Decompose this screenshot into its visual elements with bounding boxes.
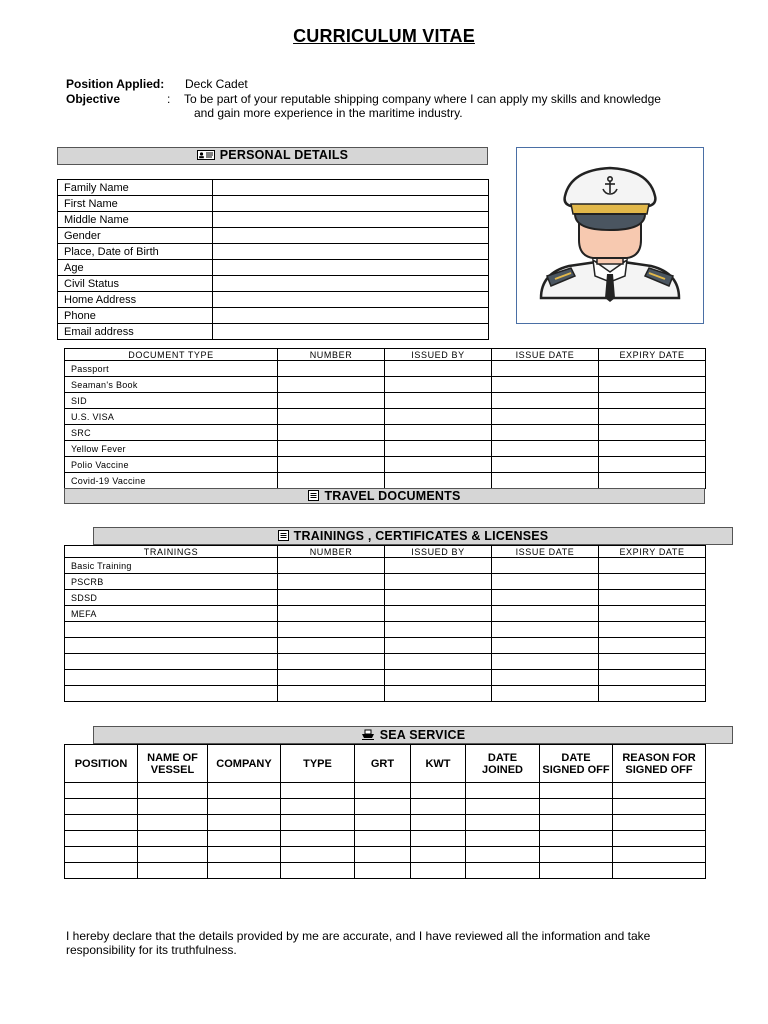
sea-service-row — [65, 831, 706, 847]
sea-service-row — [65, 863, 706, 879]
personal-field-label: Family Name — [58, 180, 213, 196]
training-cell[interactable] — [599, 606, 706, 622]
sea-service-row — [65, 815, 706, 831]
sea-service-cell[interactable] — [65, 831, 138, 847]
training-row-label — [65, 654, 278, 670]
travel-doc-cell[interactable] — [492, 361, 599, 377]
travel-documents-banner — [64, 488, 705, 504]
objective-label: Objective — [66, 92, 121, 106]
travel-doc-cell[interactable] — [385, 425, 492, 441]
personal-row — [58, 260, 489, 276]
personal-row — [58, 292, 489, 308]
personal-field-value[interactable] — [213, 260, 489, 276]
sea-service-table — [64, 744, 706, 879]
training-row-label: MEFA — [65, 606, 278, 622]
sea-service-cell[interactable] — [540, 847, 613, 863]
travel-doc-cell[interactable] — [492, 425, 599, 441]
travel-doc-row — [65, 425, 706, 441]
travel-doc-cell[interactable] — [599, 361, 706, 377]
travel-doc-cell[interactable] — [492, 377, 599, 393]
sea-service-cell[interactable] — [411, 799, 466, 815]
sea-service-cell[interactable] — [208, 799, 281, 815]
travel-documents-table — [64, 348, 706, 489]
travel-doc-cell[interactable] — [278, 425, 385, 441]
sea-service-row — [65, 783, 706, 799]
personal-field-value[interactable] — [213, 228, 489, 244]
training-cell[interactable] — [599, 558, 706, 574]
travel-doc-row — [65, 377, 706, 393]
sea-service-cell[interactable] — [355, 831, 411, 847]
objective-colon: : — [167, 92, 171, 106]
sea-service-row — [65, 847, 706, 863]
sea-service-cell[interactable] — [208, 831, 281, 847]
sea-service-column-header: KWT — [411, 745, 466, 783]
training-cell[interactable] — [599, 590, 706, 606]
training-cell[interactable] — [385, 670, 492, 686]
sea-service-column-header: DATE JOINED — [466, 745, 540, 783]
travel-doc-cell[interactable] — [385, 361, 492, 377]
personal-field-label: Home Address — [58, 292, 213, 308]
training-cell[interactable] — [385, 590, 492, 606]
training-row — [65, 654, 706, 670]
sea-service-cell[interactable] — [466, 799, 540, 815]
personal-details-heading: PERSONAL DETAILS — [219, 148, 349, 162]
personal-details-banner — [57, 147, 488, 165]
training-row-label: Basic Training — [65, 558, 278, 574]
sea-service-cell[interactable] — [281, 863, 355, 879]
travel-doc-cell[interactable] — [492, 393, 599, 409]
personal-field-value[interactable] — [213, 244, 489, 260]
training-row — [65, 574, 706, 590]
travel-doc-cell[interactable] — [278, 377, 385, 393]
training-cell[interactable] — [278, 558, 385, 574]
personal-field-label: Phone — [58, 308, 213, 324]
travel-doc-row-label: Polio Vaccine — [65, 457, 278, 473]
sea-service-cell[interactable] — [281, 847, 355, 863]
personal-field-value[interactable] — [213, 308, 489, 324]
sea-service-cell[interactable] — [65, 815, 138, 831]
training-cell[interactable] — [385, 558, 492, 574]
training-cell[interactable] — [492, 670, 599, 686]
training-row-label: SDSD — [65, 590, 278, 606]
personal-field-value[interactable] — [213, 180, 489, 196]
sea-service-cell[interactable] — [208, 783, 281, 799]
travel-doc-column-header: DOCUMENT TYPE — [65, 349, 278, 361]
sea-service-column-header: DATE SIGNED OFF — [540, 745, 613, 783]
travel-doc-cell[interactable] — [599, 377, 706, 393]
ship-captain-avatar-icon — [517, 148, 703, 323]
personal-field-label: First Name — [58, 196, 213, 212]
personal-row — [58, 324, 489, 340]
training-column-header: NUMBER — [278, 546, 385, 558]
training-cell[interactable] — [492, 574, 599, 590]
sea-service-row — [65, 799, 706, 815]
sea-service-cell[interactable] — [355, 847, 411, 863]
training-cell[interactable] — [385, 574, 492, 590]
training-cell[interactable] — [385, 654, 492, 670]
declaration-text: I hereby declare that the details provided by me are accurate, and I have reviewed all the information and take responsibility for its truthfulness. — [66, 929, 651, 957]
sea-service-cell[interactable] — [138, 831, 208, 847]
sea-service-cell[interactable] — [65, 799, 138, 815]
travel-doc-cell[interactable] — [385, 377, 492, 393]
travel-doc-row-label: Covid-19 Vaccine — [65, 473, 278, 489]
travel-documents-heading: TRAVEL DOCUMENTS — [324, 489, 461, 503]
travel-doc-cell[interactable] — [599, 473, 706, 489]
training-cell[interactable] — [385, 638, 492, 654]
travel-doc-cell[interactable] — [492, 457, 599, 473]
travel-doc-cell[interactable] — [599, 409, 706, 425]
travel-doc-row-label: Seaman's Book — [65, 377, 278, 393]
sea-service-cell[interactable] — [65, 783, 138, 799]
ship-icon — [361, 728, 375, 744]
travel-doc-cell[interactable] — [492, 409, 599, 425]
travel-doc-cell[interactable] — [599, 457, 706, 473]
personal-row — [58, 308, 489, 324]
travel-doc-column-header: NUMBER — [278, 349, 385, 361]
travel-doc-row-label: SRC — [65, 425, 278, 441]
training-cell[interactable] — [599, 670, 706, 686]
training-cell[interactable] — [385, 622, 492, 638]
document-icon — [278, 529, 289, 545]
sea-service-cell[interactable] — [355, 815, 411, 831]
sea-service-cell[interactable] — [613, 815, 706, 831]
personal-field-value[interactable] — [213, 276, 489, 292]
training-cell[interactable] — [278, 686, 385, 702]
document-icon — [308, 490, 319, 504]
sea-service-cell[interactable] — [411, 847, 466, 863]
trainings-table — [64, 545, 706, 702]
sea-service-cell[interactable] — [411, 783, 466, 799]
training-cell[interactable] — [385, 686, 492, 702]
personal-field-label: Email address — [58, 324, 213, 340]
training-cell[interactable] — [599, 686, 706, 702]
sea-service-cell[interactable] — [65, 847, 138, 863]
trainings-heading: TRAININGS , CERTIFICATES & LICENSES — [293, 529, 549, 543]
sea-service-cell[interactable] — [208, 815, 281, 831]
travel-doc-cell[interactable] — [385, 441, 492, 457]
personal-field-label: Age — [58, 260, 213, 276]
sea-service-cell[interactable] — [540, 799, 613, 815]
training-cell[interactable] — [278, 622, 385, 638]
sea-service-cell[interactable] — [466, 815, 540, 831]
sea-service-cell[interactable] — [466, 783, 540, 799]
training-column-header: ISSUE DATE — [492, 546, 599, 558]
travel-doc-cell[interactable] — [492, 473, 599, 489]
sea-service-cell[interactable] — [281, 783, 355, 799]
sea-service-column-header: GRT — [355, 745, 411, 783]
travel-doc-row — [65, 393, 706, 409]
personal-field-value[interactable] — [213, 292, 489, 308]
training-column-header: EXPIRY DATE — [599, 546, 706, 558]
travel-doc-row-label: Yellow Fever — [65, 441, 278, 457]
training-row — [65, 622, 706, 638]
page-title: CURRICULUM VITAE — [293, 26, 475, 46]
training-cell[interactable] — [492, 606, 599, 622]
travel-doc-cell[interactable] — [599, 441, 706, 457]
sea-service-column-header: REASON FOR SIGNED OFF — [613, 745, 706, 783]
travel-doc-cell[interactable] — [492, 441, 599, 457]
travel-doc-row — [65, 473, 706, 489]
training-cell[interactable] — [492, 622, 599, 638]
sea-service-cell[interactable] — [466, 863, 540, 879]
sea-service-column-header: TYPE — [281, 745, 355, 783]
training-cell[interactable] — [599, 622, 706, 638]
sea-service-cell[interactable] — [540, 863, 613, 879]
training-column-header: TRAININGS — [65, 546, 278, 558]
training-row-label — [65, 638, 278, 654]
training-cell[interactable] — [492, 638, 599, 654]
sea-service-cell[interactable] — [208, 847, 281, 863]
sea-service-cell[interactable] — [138, 863, 208, 879]
photo-frame — [516, 147, 704, 324]
travel-doc-cell[interactable] — [278, 393, 385, 409]
travel-doc-cell[interactable] — [599, 425, 706, 441]
sea-service-column-header: POSITION — [65, 745, 138, 783]
sea-service-cell[interactable] — [411, 815, 466, 831]
personal-row — [58, 228, 489, 244]
training-row-label: PSCRB — [65, 574, 278, 590]
travel-doc-row — [65, 441, 706, 457]
sea-service-cell[interactable] — [355, 783, 411, 799]
sea-service-heading: SEA SERVICE — [379, 728, 466, 742]
sea-service-cell[interactable] — [540, 831, 613, 847]
sea-service-banner — [93, 726, 733, 744]
id-card-icon — [197, 149, 215, 163]
position-applied-row — [66, 77, 164, 91]
training-row-label — [65, 686, 278, 702]
training-cell[interactable] — [492, 558, 599, 574]
travel-doc-cell[interactable] — [278, 409, 385, 425]
sea-service-cell[interactable] — [138, 847, 208, 863]
travel-doc-cell[interactable] — [385, 409, 492, 425]
sea-service-cell[interactable] — [65, 863, 138, 879]
objective-line-2: and gain more experience in the maritime industry. — [194, 106, 463, 120]
sea-service-cell[interactable] — [281, 831, 355, 847]
sea-service-cell[interactable] — [411, 831, 466, 847]
training-cell[interactable] — [492, 686, 599, 702]
sea-service-cell[interactable] — [613, 847, 706, 863]
travel-doc-column-header: EXPIRY DATE — [599, 349, 706, 361]
sea-service-cell[interactable] — [466, 847, 540, 863]
training-cell[interactable] — [278, 670, 385, 686]
travel-doc-cell[interactable] — [385, 457, 492, 473]
travel-doc-cell[interactable] — [385, 393, 492, 409]
training-cell[interactable] — [599, 574, 706, 590]
travel-doc-cell[interactable] — [278, 457, 385, 473]
sea-service-cell[interactable] — [613, 799, 706, 815]
travel-doc-column-header: ISSUED BY — [385, 349, 492, 361]
training-cell[interactable] — [278, 574, 385, 590]
sea-service-cell[interactable] — [540, 783, 613, 799]
training-row — [65, 606, 706, 622]
sea-service-cell[interactable] — [138, 783, 208, 799]
travel-doc-column-header: ISSUE DATE — [492, 349, 599, 361]
personal-field-label: Civil Status — [58, 276, 213, 292]
training-cell[interactable] — [599, 654, 706, 670]
sea-service-cell[interactable] — [411, 863, 466, 879]
sea-service-cell[interactable] — [208, 863, 281, 879]
sea-service-cell[interactable] — [540, 815, 613, 831]
travel-doc-row-label: U.S. VISA — [65, 409, 278, 425]
training-cell[interactable] — [492, 590, 599, 606]
personal-row — [58, 276, 489, 292]
training-row — [65, 558, 706, 574]
travel-doc-cell[interactable] — [278, 441, 385, 457]
sea-service-cell[interactable] — [613, 831, 706, 847]
personal-row — [58, 196, 489, 212]
travel-doc-row-label: SID — [65, 393, 278, 409]
personal-field-value[interactable] — [213, 212, 489, 228]
travel-doc-cell[interactable] — [278, 473, 385, 489]
training-cell[interactable] — [278, 654, 385, 670]
training-row-label — [65, 670, 278, 686]
sea-service-cell[interactable] — [466, 831, 540, 847]
position-applied-label: Position Applied: — [66, 77, 165, 91]
sea-service-cell[interactable] — [138, 799, 208, 815]
personal-row — [58, 244, 489, 260]
travel-doc-cell[interactable] — [278, 361, 385, 377]
personal-row — [58, 180, 489, 196]
training-cell[interactable] — [385, 606, 492, 622]
position-applied-value: Deck Cadet — [185, 77, 248, 91]
training-row — [65, 590, 706, 606]
personal-row — [58, 212, 489, 228]
training-row — [65, 638, 706, 654]
personal-field-value[interactable] — [213, 196, 489, 212]
training-row-label — [65, 622, 278, 638]
training-cell[interactable] — [599, 638, 706, 654]
trainings-banner — [93, 527, 733, 545]
training-cell[interactable] — [278, 638, 385, 654]
personal-details-table — [57, 179, 489, 340]
sea-service-cell[interactable] — [613, 783, 706, 799]
sea-service-cell[interactable] — [355, 799, 411, 815]
travel-doc-cell[interactable] — [599, 393, 706, 409]
sea-service-cell[interactable] — [138, 815, 208, 831]
training-cell[interactable] — [278, 590, 385, 606]
training-cell[interactable] — [492, 654, 599, 670]
travel-doc-row — [65, 457, 706, 473]
personal-field-label: Place, Date of Birth — [58, 244, 213, 260]
training-row — [65, 670, 706, 686]
travel-doc-row — [65, 361, 706, 377]
sea-service-column-header: NAME OF VESSEL — [138, 745, 208, 783]
sea-service-column-header: COMPANY — [208, 745, 281, 783]
sea-service-cell[interactable] — [355, 863, 411, 879]
training-cell[interactable] — [278, 606, 385, 622]
travel-doc-row — [65, 409, 706, 425]
personal-field-label: Gender — [58, 228, 213, 244]
sea-service-cell[interactable] — [613, 863, 706, 879]
objective-line-1: To be part of your reputable shipping company where I can apply my skills and knowledge — [184, 92, 661, 106]
personal-field-label: Middle Name — [58, 212, 213, 228]
training-column-header: ISSUED BY — [385, 546, 492, 558]
travel-doc-cell[interactable] — [385, 473, 492, 489]
sea-service-cell[interactable] — [281, 815, 355, 831]
travel-doc-row-label: Passport — [65, 361, 278, 377]
sea-service-cell[interactable] — [281, 799, 355, 815]
personal-field-value[interactable] — [213, 324, 489, 340]
training-row — [65, 686, 706, 702]
